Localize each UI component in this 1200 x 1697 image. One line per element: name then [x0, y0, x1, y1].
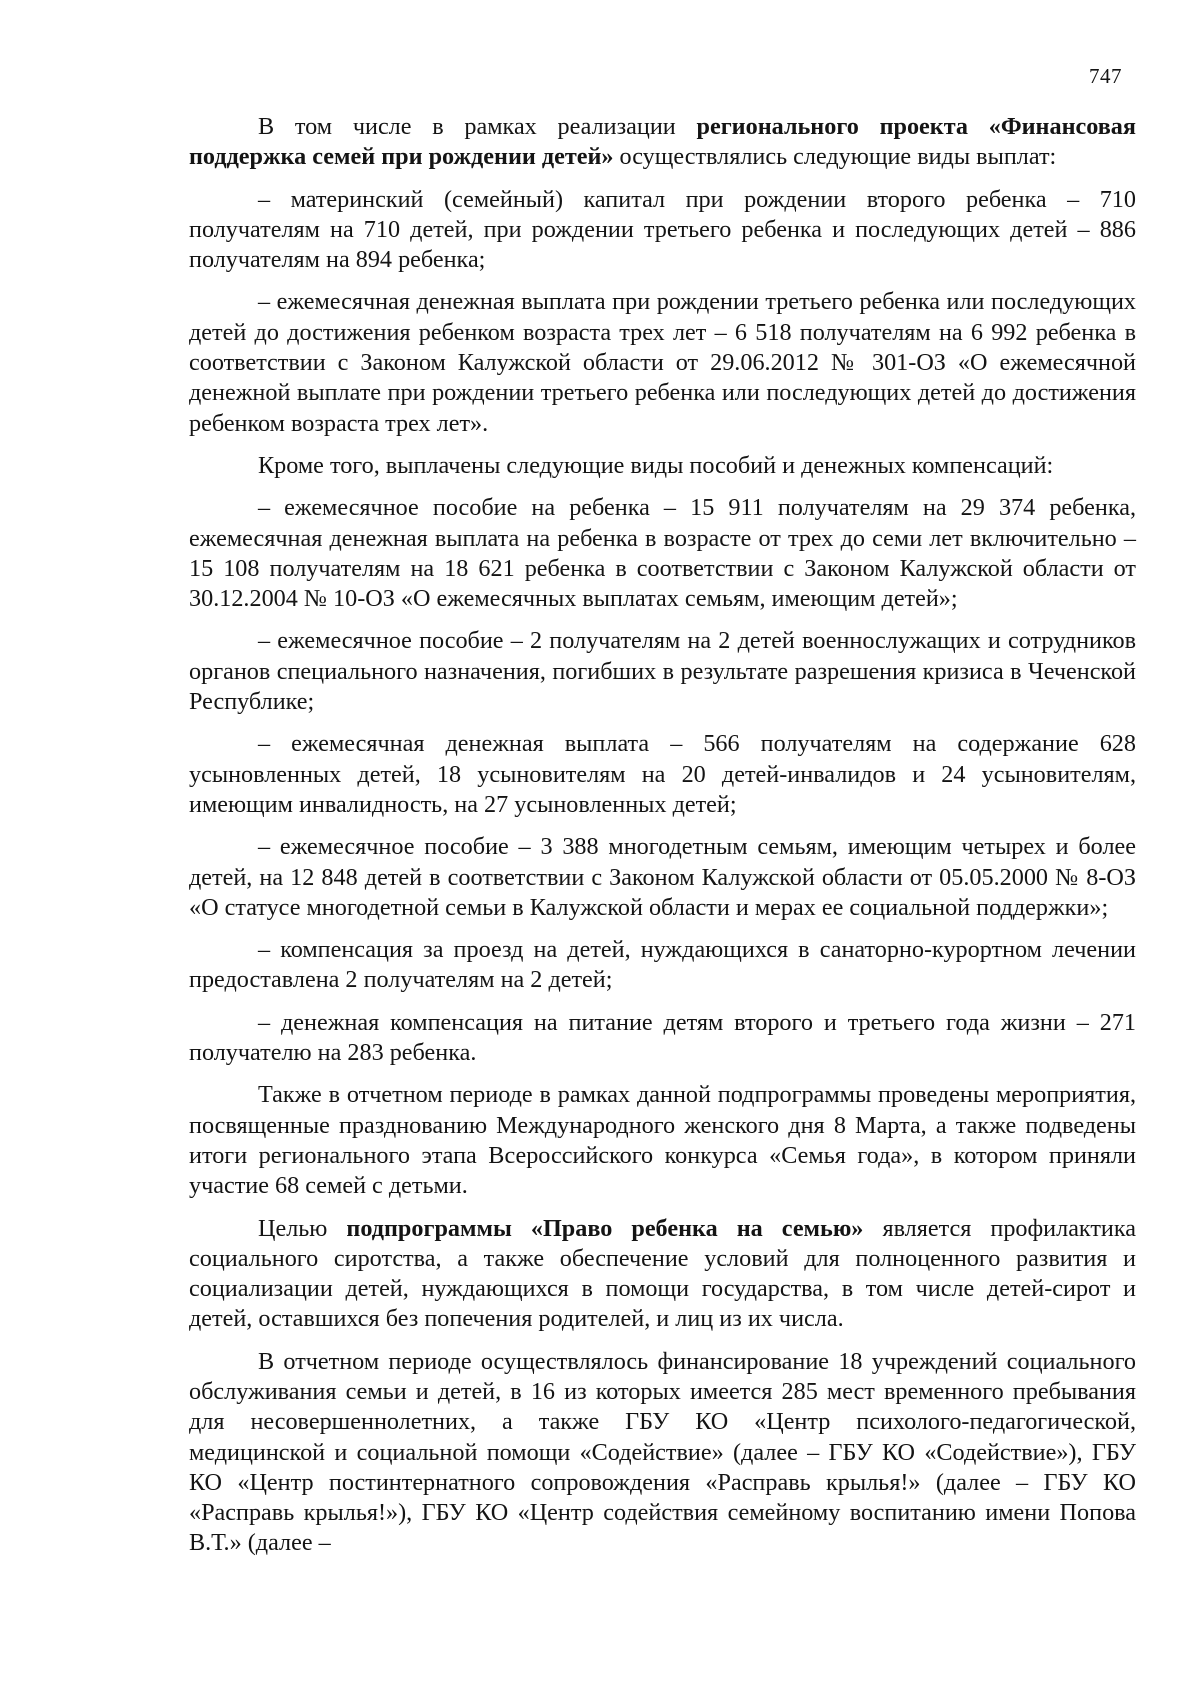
text-run: В отчетном периоде осуществлялось финансирование 18 учреждений социального обслуживания семьи и детей, в 16 из которых имеется 285 мест временного пребывания для несовершеннолетних, а также ГБУ КО «Центр психолого-педагогической, медицинской и социальной помощи «Содействие» (далее – ГБУ КО «Содействие»), ГБУ КО «Центр постинтернатного сопровождения «Расправь крылья!» (далее – ГБУ КО «Расправь крылья!»), ГБУ КО «Центр содействия семейному воспитанию имени Попова В.Т.» (далее –	[189, 1347, 1136, 1557]
text-run: – ежемесячное пособие – 3 388 многодетным семьям, имеющим четырех и более детей, на 12 848 детей в соответствии с Законом Калужской области от 05.05.2000 № 8-ОЗ «О статусе многодетной семьи в Калужской области и мерах ее социальной поддержки»;	[189, 833, 1136, 921]
paragraph-subprogram-goal	[189, 1214, 1136, 1335]
paragraph-institutions-funding	[189, 1347, 1136, 1559]
text-run: – ежемесячная денежная выплата – 566 получателям на содержание 628 усыновленных детей, 18 усыновителям на 20 детей-инвалидов и 24 усыновителям, имеющим инвалидность, на 27 усыновленных детей;	[189, 730, 1136, 818]
text-run: – компенсация за проезд на детей, нуждающихся в санаторно-курортном лечении предоставлена 2 получателям на 2 детей;	[189, 936, 1136, 994]
page-number: 747	[1089, 64, 1122, 88]
document-body	[189, 112, 1136, 1559]
text-run: является профилактика социального сиротства, а также обеспечение условий для полноценного развития и социализации детей, нуждающихся в помощи государства, в том числе детей-сирот и детей, оставшихся без попечения родителей, и лиц из их числа.	[189, 1214, 1137, 1333]
paragraph-third-child-payment	[189, 287, 1136, 438]
bold-project-name: регионального проекта «Финансовая поддержка семей при рождении детей»	[189, 113, 1136, 171]
paragraph-child-allowance	[189, 493, 1136, 614]
text-run: – ежемесячное пособие на ребенка – 15 911 получателям на 29 374 ребенка, ежемесячная денежная выплата на ребенка в возрасте от трех до семи лет включительно – 15 108 получателям на 18 621 ребенка в соответствии с Законом Калужской области от 30.12.2004 № 10-ОЗ «О ежемесячных выплатах семьям, имеющим детей»;	[189, 494, 1136, 613]
paragraph-travel-compensation	[189, 935, 1136, 996]
text-run: – материнский (семейный) капитал при рождении второго ребенка – 710 получателям на 710 детей, при рождении третьего ребенка и последующих детей – 886 получателям на 894 ребенка;	[189, 185, 1136, 274]
text-run: В том числе в рамках реализации	[258, 113, 697, 140]
text-run: осуществлялись следующие виды выплат:	[613, 143, 1057, 171]
text-run: – ежемесячная денежная выплата при рождении третьего ребенка или последующих детей до достижения ребенком возраста трех лет – 6 518 получателям на 6 992 ребенка в соответствии с Законом Калужской области от 29.06.2012 № 301-ОЗ «О ежемесячной денежной выплате при рождении третьего ребенка или последующих детей до достижения ребенком возраста трех лет».	[189, 288, 1136, 437]
bold-subprogram-name: подпрограммы «Право ребенка на семью»	[346, 1214, 864, 1242]
text-run: – денежная компенсация на питание детям второго и третьего года жизни – 271 получателю на 283 ребенка.	[189, 1008, 1136, 1067]
text-run: Кроме того, выплачены следующие виды пособий и денежных компенсаций:	[258, 451, 1054, 479]
paragraph-adoption-payment	[189, 729, 1136, 820]
paragraph-benefits-intro	[189, 451, 1136, 481]
paragraph-large-families	[189, 832, 1136, 923]
paragraph-nutrition-compensation	[189, 1008, 1136, 1069]
text-run: Также в отчетном периоде в рамках данной подпрограммы проведены мероприятия, посвященные празднованию Международного женского дня 8 Марта, а также подведены итоги регионального этапа Всероссийского конкурса «Семья года», в котором приняли участие 68 семей с детьми.	[189, 1081, 1136, 1200]
text-run: Целью	[258, 1214, 347, 1242]
paragraph-events	[189, 1080, 1136, 1201]
text-run: – ежемесячное пособие – 2 получателям на 2 детей военнослужащих и сотрудников органов специального назначения, погибших в результате разрешения кризиса в Чеченской Республике;	[189, 627, 1136, 716]
paragraph-maternity-capital	[189, 185, 1136, 276]
paragraph-military-families	[189, 626, 1136, 717]
paragraph-intro-financial-project	[189, 112, 1136, 173]
